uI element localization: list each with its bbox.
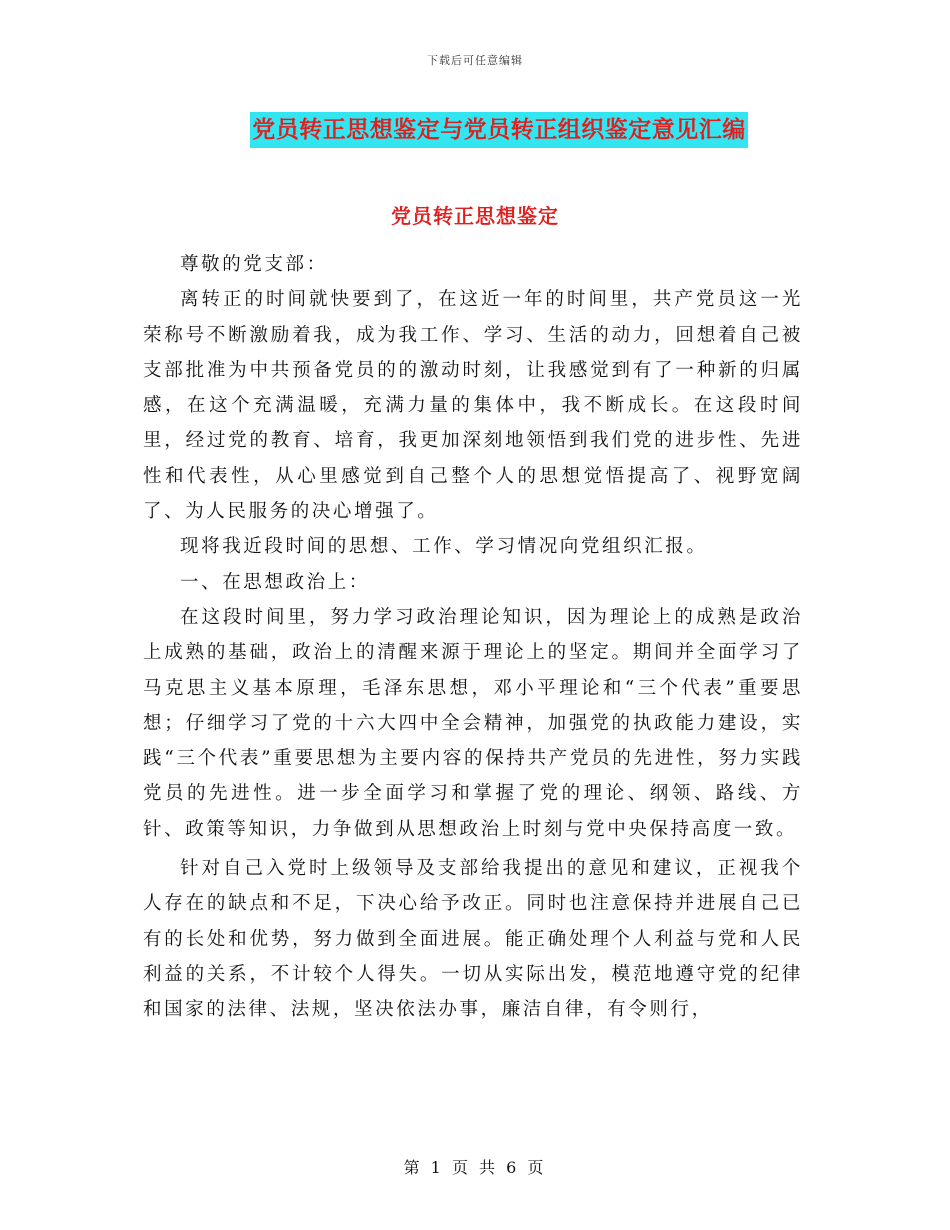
paragraph: 现将我近段时间的思想、工作、学习情况向党组织汇报。 xyxy=(180,536,708,558)
page-footer: 第 1 页 共 6 页 xyxy=(403,1158,547,1177)
paragraph: 在这段时间里，努力学习政治理论知识，因为理论上的成熟是政治上成熟的基础，政治上的清醒来源于理论上的坚定。期间并全面学习了马克思主义基本原理，毛泽东思想，邓小平理论和“三个代表”重要思想；仔细学习了党的十六大四中全会精神，加强党的执政能力建设，实践“三个代表”重要思想为主要内容的保持共产党员的先进性，努力实践党员的先进性。进一步全面学习和掌握了党的理论、纲领、路线、方针、政策等知识，力争做到从思想政治上时刻与党中央保持高度一致。 xyxy=(143,606,803,840)
document-title: 党员转正思想鉴定与党员转正组织鉴定意见汇编 xyxy=(250,112,748,148)
salutation: 尊敬的党支部： xyxy=(180,254,328,275)
header-note: 下载后可任意编辑 xyxy=(427,54,523,67)
document-title-container xyxy=(0,112,950,148)
document-body xyxy=(143,247,803,1028)
subheading: 一、在思想政治上： xyxy=(180,571,370,593)
paragraph: 针对自己入党时上级领导及支部给我提出的意见和建议，正视我个人存在的缺点和不足，下决心给予改正。同时也注意保持并进展自己已有的长处和优势，努力做到全面进展。能正确处理个人利益与党和人民利益的关系，不计较个人得失。一切从实际出发，模范地遵守党的纪律和国家的法律、法规，坚决依法办事，廉洁自律，有令则行， xyxy=(143,858,803,1021)
section-title: 党员转正思想鉴定 xyxy=(391,204,559,228)
paragraph: 离转正的时间就快要到了，在这近一年的时间里，共产党员这一光荣称号不断激励着我，成为我工作、学习、生活的动力，回想着自己被支部批准为中共预备党员的的激动时刻，让我感觉到有了一种新的归属感，在这个充满温暖，充满力量的集体中，我不断成长。在这段时间里，经过党的教育、培育，我更加深刻地领悟到我们党的进步性、先进性和代表性，从心里感觉到自己整个人的思想觉悟提高了、视野宽阔了、为人民服务的决心增强了。 xyxy=(143,289,803,523)
